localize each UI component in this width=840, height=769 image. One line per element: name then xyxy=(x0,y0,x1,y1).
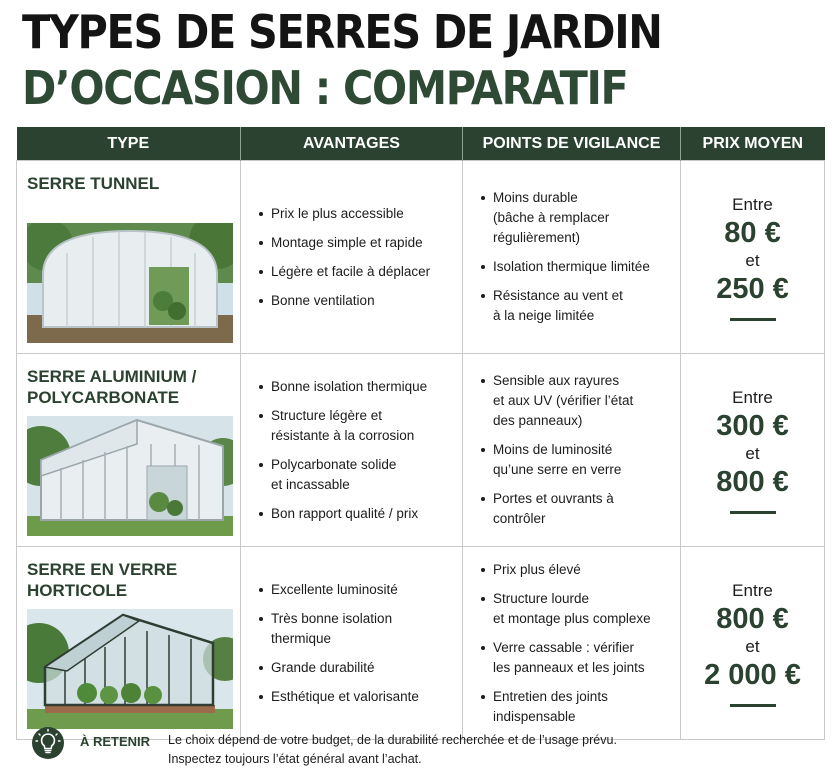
aluminium-polycarbonate-greenhouse-photo xyxy=(27,416,233,536)
type-cell xyxy=(17,161,241,354)
type-name: SERRE ALUMINIUM / POLYCARBONATE xyxy=(27,367,197,407)
price-min: 800 € xyxy=(716,602,789,635)
table-header-row xyxy=(17,127,825,161)
header-avantages: AVANTAGES xyxy=(241,127,463,161)
list-item: Structure lourde et montage plus complexe xyxy=(479,589,666,629)
price-et: et xyxy=(745,636,760,656)
price-divider xyxy=(730,318,776,321)
vigilance-cell xyxy=(463,547,681,740)
price-cell xyxy=(681,161,825,354)
header-prix: PRIX MOYEN xyxy=(681,127,825,161)
list-item: Bonne isolation thermique xyxy=(257,377,448,397)
list-item: Polycarbonate solide et incassable xyxy=(257,455,448,495)
list-item: Sensible aux rayures et aux UV (vérifier l’état des panneaux) xyxy=(479,371,666,431)
tip-text xyxy=(168,731,617,769)
price-cell xyxy=(681,354,825,547)
price-entre: Entre xyxy=(732,580,773,600)
list-item: Esthétique et valorisante xyxy=(257,687,448,707)
type-name: SERRE EN VERRE HORTICOLE xyxy=(27,560,178,600)
comparison-table xyxy=(16,127,825,740)
list-item: Bon rapport qualité / prix xyxy=(257,504,448,524)
avantages-cell xyxy=(241,161,463,354)
vigilance-cell xyxy=(463,161,681,354)
price-max: 250 € xyxy=(716,272,789,305)
price-et: et xyxy=(745,443,760,463)
header-vigilance: POINTS DE VIGILANCE xyxy=(463,127,681,161)
list-item: Entretien des joints indispensable xyxy=(479,687,666,727)
price-cell xyxy=(681,547,825,740)
list-item: Résistance au vent et à la neige limitée xyxy=(479,286,666,326)
price-max: 2 000 € xyxy=(704,658,801,691)
vigilance-cell xyxy=(463,354,681,547)
list-item: Prix le plus accessible xyxy=(257,204,448,224)
type-cell xyxy=(17,547,241,740)
price-et: et xyxy=(745,250,760,270)
price-max: 800 € xyxy=(716,465,789,498)
tunnel-greenhouse-photo xyxy=(27,223,233,343)
price-divider xyxy=(730,511,776,514)
price-min: 80 € xyxy=(724,216,781,249)
type-name: SERRE TUNNEL xyxy=(27,174,160,193)
list-item: Prix plus élevé xyxy=(479,560,666,580)
avantages-cell xyxy=(241,354,463,547)
title-line-2: D’OCCASION : COMPARATIF xyxy=(22,61,628,115)
list-item: Très bonne isolation thermique xyxy=(257,609,448,649)
list-item: Bonne ventilation xyxy=(257,291,448,311)
table-row xyxy=(17,161,825,354)
table-row xyxy=(17,547,825,740)
title-line-1: TYPES DE SERRES DE JARDIN xyxy=(22,5,662,59)
list-item: Isolation thermique limitée xyxy=(479,257,666,277)
avantages-cell xyxy=(241,547,463,740)
list-item: Légère et facile à déplacer xyxy=(257,262,448,282)
price-min: 300 € xyxy=(716,409,789,442)
header-type: TYPE xyxy=(17,127,241,161)
lightbulb-icon xyxy=(32,727,64,759)
list-item: Moins de luminosité qu’une serre en verre xyxy=(479,440,666,480)
price-entre: Entre xyxy=(732,387,773,407)
price-entre: Entre xyxy=(732,194,773,214)
list-item: Montage simple et rapide xyxy=(257,233,448,253)
glass-greenhouse-photo xyxy=(27,609,233,729)
list-item: Portes et ouvrants à contrôler xyxy=(479,489,666,529)
tip-box xyxy=(32,727,812,767)
tip-line-2: Inspectez toujours l’état général avant l’achat. xyxy=(168,752,422,766)
list-item: Excellente luminosité xyxy=(257,580,448,600)
list-item: Structure légère et résistante à la corrosion xyxy=(257,406,448,446)
table-row xyxy=(17,354,825,547)
list-item: Verre cassable : vérifier les panneaux et les joints xyxy=(479,638,666,678)
tip-label: À RETENIR xyxy=(80,734,151,749)
list-item: Moins durable (bâche à remplacer régulièrement) xyxy=(479,188,666,248)
page-title xyxy=(22,4,662,116)
price-divider xyxy=(730,704,776,707)
type-cell xyxy=(17,354,241,547)
tip-line-1: Le choix dépend de votre budget, de la durabilité recherchée et de l’usage prévu. xyxy=(168,733,617,747)
list-item: Grande durabilité xyxy=(257,658,448,678)
